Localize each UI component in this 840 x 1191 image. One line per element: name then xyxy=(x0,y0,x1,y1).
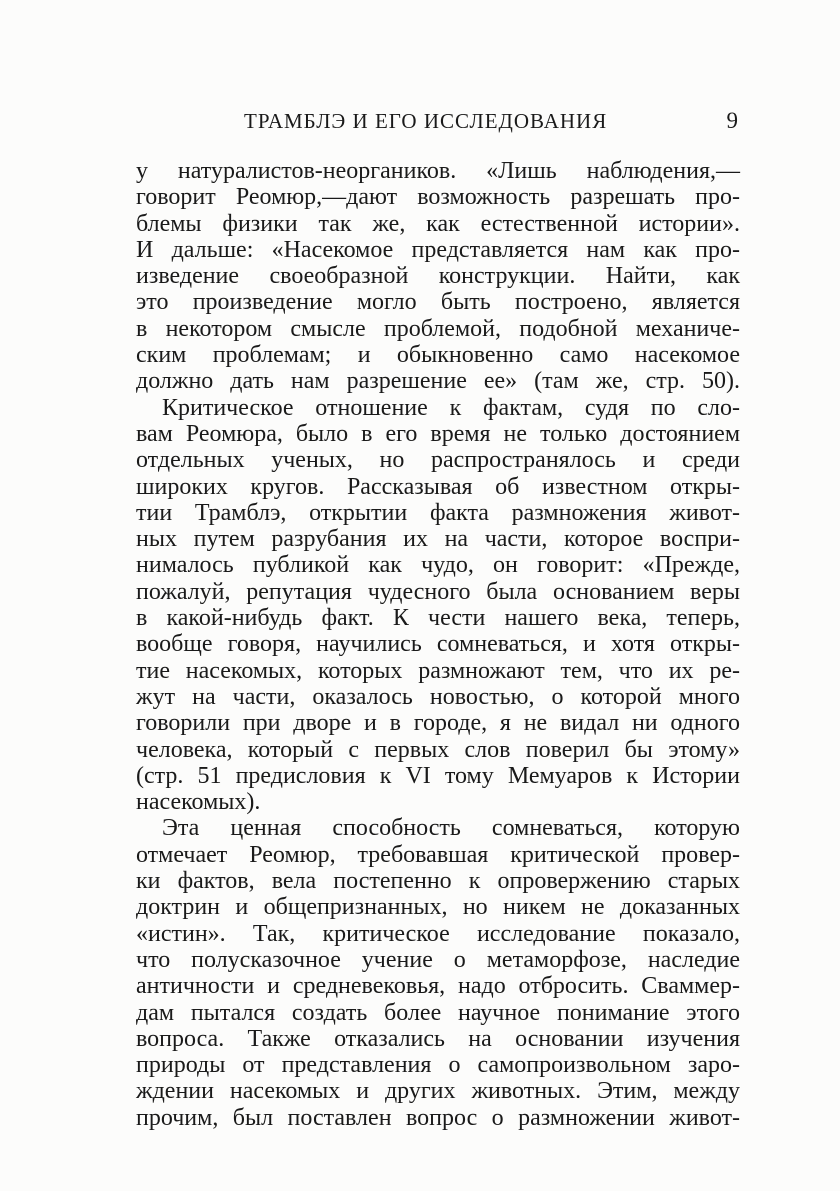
page-number: 9 xyxy=(726,108,738,133)
text-line: жут на части, оказалось новостью, о которой много xyxy=(136,683,740,710)
text-line: тии Трамблэ, открытии факта размножения живот- xyxy=(136,499,740,526)
text-line: (стр. 51 предисловия к VI тому Мемуаров к Истории xyxy=(136,762,740,789)
text-line: что полусказочное учение о метаморфозе, наследие xyxy=(136,946,740,973)
text-line: вам Реомюра, было в его время не только достоянием xyxy=(136,420,740,447)
text-line: изведение своеобразной конструкции. Найти, как xyxy=(136,263,740,290)
paragraph-1 xyxy=(136,158,740,395)
text-line: античности и средневековья, надо отбросить. Сваммер- xyxy=(136,973,740,1000)
text-line: вообще говоря, научились сомневаться, и хотя откры- xyxy=(136,631,740,658)
text-line: нималось публикой как чудо, он говорит: «Прежде, xyxy=(136,552,740,579)
text-line: И дальше: «Насекомое представляется нам как про- xyxy=(136,236,740,263)
text-line: пожалуй, репутация чудесного была основанием веры xyxy=(136,578,740,605)
text-line: отмечает Реомюр, требовавшая критической провер- xyxy=(136,841,740,868)
text-line: ных путем разрубания их на части, которое воспри- xyxy=(136,526,740,553)
body-text xyxy=(136,158,740,1131)
text-line: человека, который с первых слов поверил бы этому» xyxy=(136,736,740,763)
text-line: в некотором смысле проблемой, подобной механиче- xyxy=(136,315,740,342)
text-line: природы от представления о самопроизвольном заро- xyxy=(136,1052,740,1079)
text-line: дам пытался создать более научное понимание этого xyxy=(136,999,740,1026)
text-line: тие насекомых, которых размножают тем, что их ре- xyxy=(136,657,740,684)
running-title: ТРАМБЛЭ И ЕГО ИССЛЕДОВАНИЯ xyxy=(244,109,608,133)
running-head xyxy=(136,106,740,136)
text-line: говорит Реомюр,—дают возможность разрешать про- xyxy=(136,184,740,211)
text-line: широких кругов. Рассказывая об известном откры- xyxy=(136,473,740,500)
text-line: Эта ценная способность сомневаться, которую xyxy=(162,815,740,842)
text-line: насекомых). xyxy=(136,789,261,816)
text-line: блемы физики так же, как естественной истории». xyxy=(136,210,740,237)
text-line: должно дать нам разрешение ее» (там же, стр. 50). xyxy=(136,368,740,395)
paragraph-3 xyxy=(136,815,740,1131)
text-line: вопроса. Также отказались на основании изучения xyxy=(136,1025,740,1052)
text-line: ки фактов, вела постепенно к опровержению старых xyxy=(136,868,740,895)
text-line: доктрин и общепризнанных, но никем не доказанных xyxy=(136,894,740,921)
text-line: в какой-нибудь факт. К чести нашего века, теперь, xyxy=(136,605,740,632)
paragraph-2 xyxy=(136,395,740,816)
text-line: это произведение могло быть построено, является xyxy=(136,289,740,316)
text-line: отдельных ученых, но распространялось и среди xyxy=(136,447,740,474)
text-line: прочим, был поставлен вопрос о размножении живот- xyxy=(136,1104,740,1131)
text-line: у натуралистов-неоргаников. «Лишь наблюдения,— xyxy=(136,158,740,184)
text-line: говорили при дворе и в городе, я не видал ни одного xyxy=(136,710,740,737)
text-line: ждении насекомых и других животных. Этим, между xyxy=(136,1078,740,1105)
text-line: ским проблемам; и обыкновенно само насекомое xyxy=(136,342,740,369)
text-line: Критическое отношение к фактам, судя по сло- xyxy=(162,394,740,421)
text-line: «истин». Так, критическое исследование показало, xyxy=(136,920,740,947)
